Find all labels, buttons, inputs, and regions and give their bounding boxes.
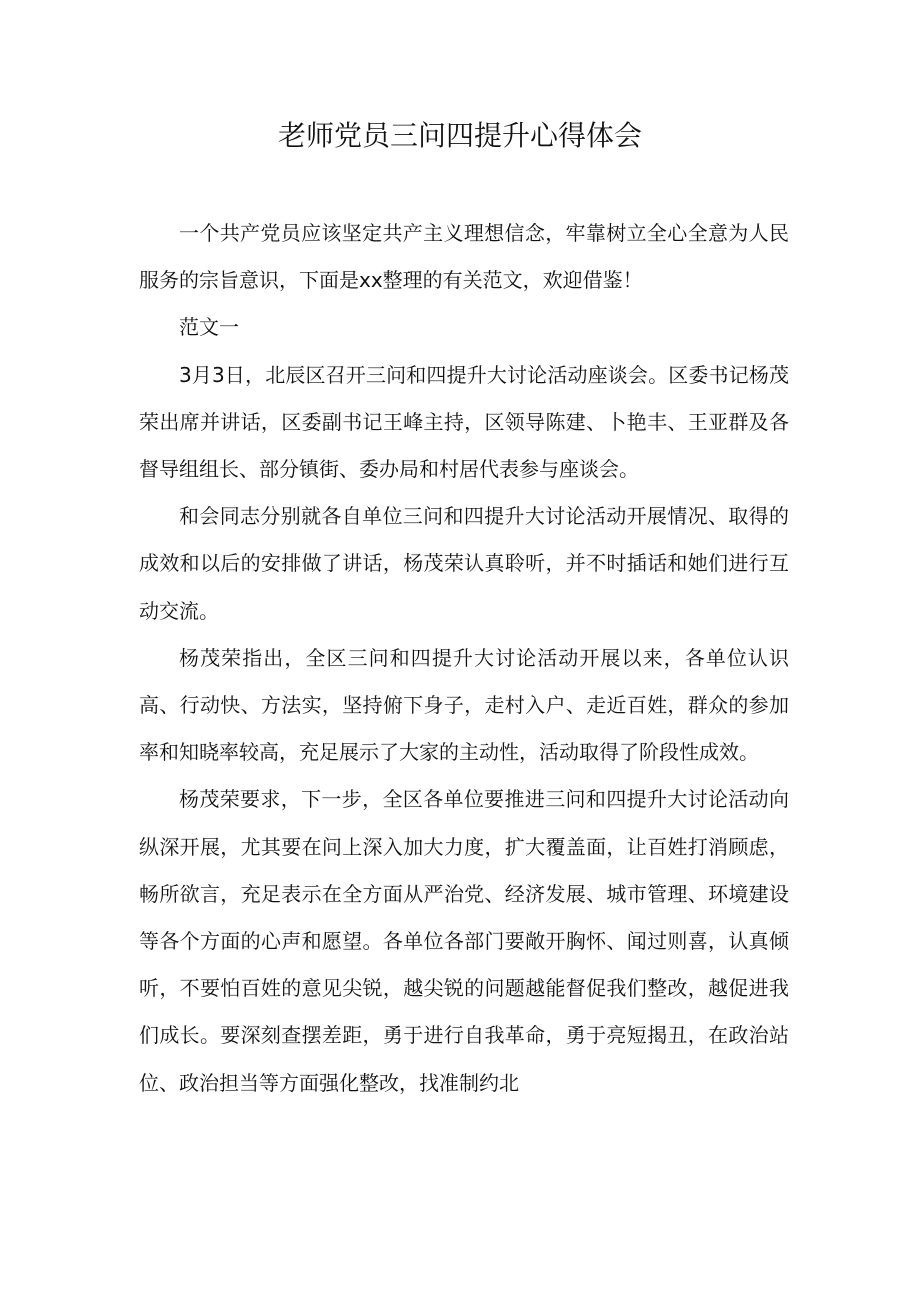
paragraph-reports: 和会同志分别就各自单位三问和四提升大讨论活动开展情况、取得的成效和以后的安排做了讲话，杨茂荣认真聆听，并不时插话和她们进行互动交流。 (139, 504, 789, 623)
document-body (139, 210, 789, 1107)
paragraph-intro: 一个共产党员应该坚定共产主义理想信念，牢靠树立全心全意为人民服务的宗旨意识，下面是xx整理的有关范文，欢迎借鉴！ (139, 221, 789, 293)
paragraph-requirements: 杨茂荣要求，下一步，全区各单位要推进三问和四提升大讨论活动向纵深开展，尤其要在问上深入加大力度，扩大覆盖面，让百姓打消顾虑，畅所欲言，充足表示在全方面从严治党、经济发展、城市管理、环境建设等各个方面的心声和愿望。各单位各部门要敞开胸怀、闻过则喜，认真倾听，不要怕百姓的意见尖锐，越尖锐的问题越能督促我们整改，越促进我们成长。要深刻查摆差距，勇于进行自我革命，勇于亮短揭丑，在政治站位、政治担当等方面强化整改，找准制约北 (139, 787, 789, 1095)
paragraph-section-heading: 范文一 (179, 315, 239, 340)
paragraph-meeting: 3月3日，北辰区召开三问和四提升大讨论活动座谈会。区委书记杨茂荣出席并讲话，区委副书记王峰主持，区领导陈建、卜艳丰、王亚群及各督导组组长、部分镇街、委办局和村居代表参与座谈会。 (139, 362, 789, 482)
document-title: 老师党员三问四提升心得体会 (277, 119, 642, 152)
paragraph-pointed-out: 杨茂荣指出，全区三问和四提升大讨论活动开展以来，各单位认识高、行动快、方法实，坚持俯下身子，走村入户、走近百姓，群众的参加率和知晓率较高，充足展示了大家的主动性，活动取得了阶段性成效。 (139, 645, 789, 765)
